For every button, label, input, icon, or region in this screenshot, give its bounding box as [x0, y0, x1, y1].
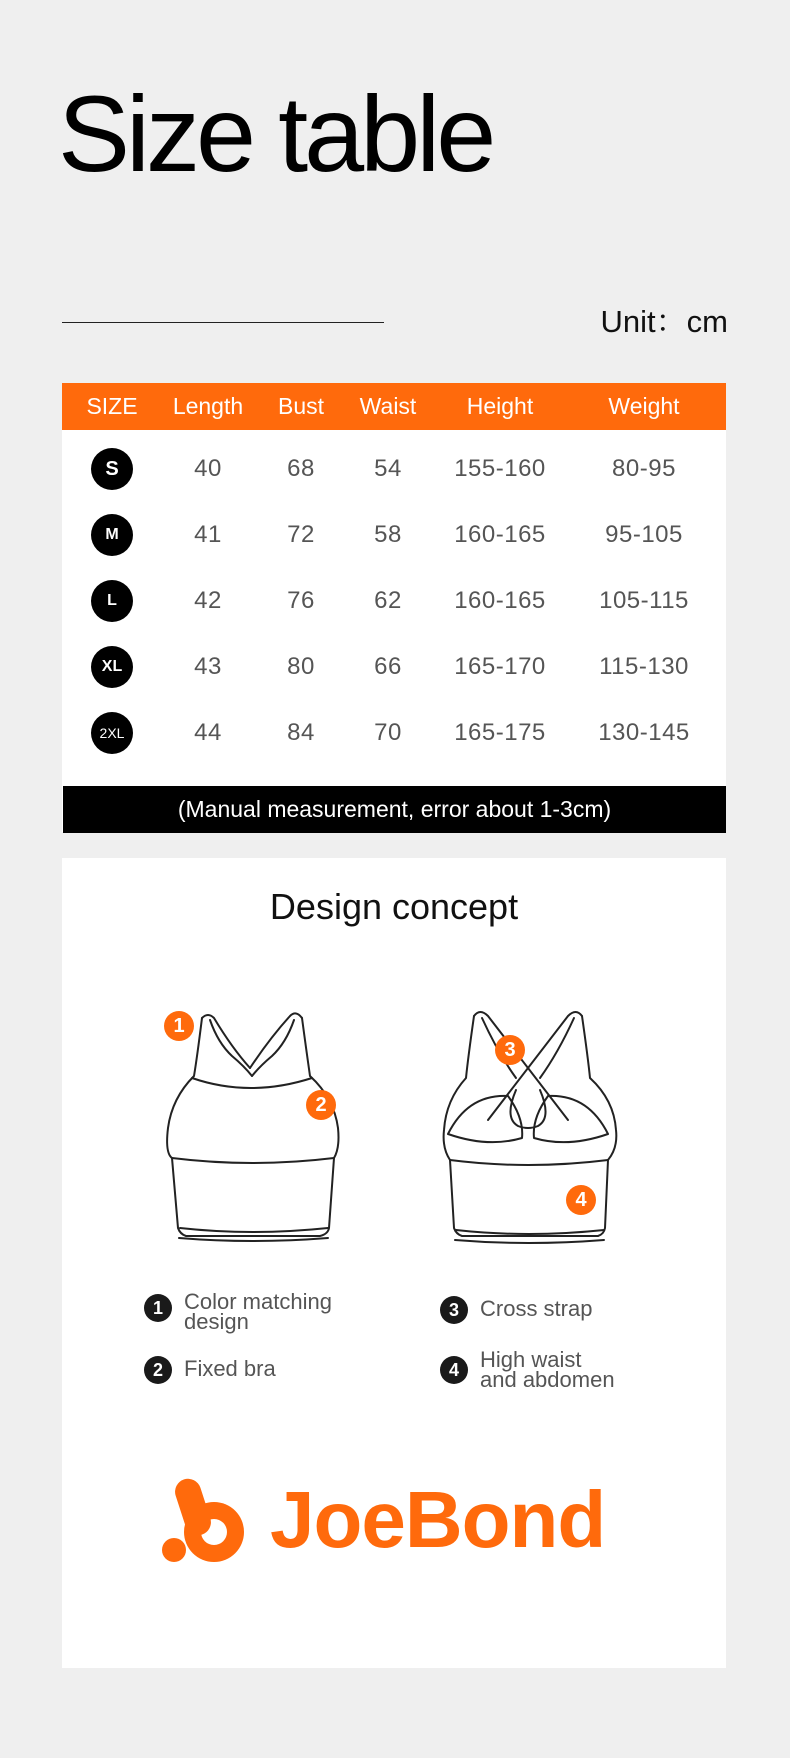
cell-bust: 80	[287, 653, 315, 680]
cell-bust: 76	[287, 587, 315, 614]
cell-bust: 84	[287, 719, 315, 746]
cell-bust: 72	[287, 521, 315, 548]
brand-name: JoeBond	[270, 1475, 606, 1564]
brand-logo	[160, 1470, 630, 1570]
cell-height: 165-170	[454, 653, 546, 680]
cell-length: 43	[194, 653, 222, 680]
cell-height: 160-165	[454, 521, 546, 548]
design-title: Design concept	[269, 886, 519, 927]
cell-length: 44	[194, 719, 222, 746]
col-length: Length	[172, 393, 244, 419]
cell-weight: 105-115	[599, 587, 689, 614]
marker-1: 1	[164, 1011, 194, 1041]
size-badge: M	[91, 514, 133, 556]
measurement-note: (Manual measurement, error about 1-3cm)	[63, 786, 726, 833]
cell-weight: 80-95	[612, 455, 676, 482]
legend-item-high-waist	[440, 1347, 615, 1392]
size-badge: S	[91, 448, 133, 490]
legend-number: 2	[144, 1356, 172, 1384]
brand-mark-icon	[160, 1474, 256, 1566]
legend-item-fixed-bra	[144, 1354, 276, 1384]
marker-2: 2	[306, 1090, 336, 1120]
table-row	[62, 634, 726, 700]
cell-waist: 58	[374, 521, 402, 548]
design-panel	[62, 858, 726, 1668]
legend-text: Color matching	[184, 1289, 332, 1314]
legend-number: 3	[440, 1296, 468, 1324]
cell-bust: 68	[287, 455, 315, 482]
table-body	[62, 430, 726, 832]
cell-waist: 70	[374, 719, 402, 746]
table-row	[62, 436, 726, 502]
cell-length: 42	[194, 587, 222, 614]
cell-waist: 54	[374, 455, 402, 482]
legend-number: 4	[440, 1356, 468, 1384]
table-header	[62, 383, 726, 430]
cell-weight: 95-105	[605, 521, 683, 548]
size-badge: XL	[91, 646, 133, 688]
col-weight: Weight	[608, 393, 680, 419]
col-size: SIZE	[86, 393, 138, 419]
page-title: Size table	[58, 73, 493, 194]
back-garment-illustration	[438, 998, 628, 1262]
marker-3: 3	[495, 1035, 525, 1065]
legend-number: 1	[144, 1294, 172, 1322]
size-table	[62, 383, 726, 832]
cell-weight: 115-130	[599, 653, 689, 680]
col-height: Height	[466, 393, 534, 419]
cell-length: 40	[194, 455, 222, 482]
marker-4: 4	[566, 1185, 596, 1215]
table-row	[62, 502, 726, 568]
cell-waist: 62	[374, 587, 402, 614]
table-row	[62, 568, 726, 634]
cell-height: 155-160	[454, 455, 546, 482]
unit-label: Unit：cm	[600, 304, 728, 339]
table-row	[62, 700, 726, 766]
legend-text: Fixed bra	[184, 1356, 276, 1381]
cell-waist: 66	[374, 653, 402, 680]
col-bust: Bust	[277, 393, 325, 419]
legend-item-cross-strap	[440, 1294, 592, 1324]
title-rule	[62, 322, 384, 323]
legend-text: design	[184, 1309, 249, 1334]
legend-item-color-matching	[144, 1289, 332, 1334]
cell-height: 165-175	[454, 719, 546, 746]
legend-text: High waist	[480, 1347, 582, 1372]
cell-length: 41	[194, 521, 222, 548]
col-waist: Waist	[359, 393, 417, 419]
front-garment-illustration	[162, 998, 352, 1262]
size-badge: 2XL	[91, 712, 133, 754]
cell-weight: 130-145	[598, 719, 690, 746]
legend-text: Cross strap	[480, 1296, 593, 1321]
cell-height: 160-165	[454, 587, 546, 614]
legend-text: and abdomen	[480, 1367, 615, 1392]
size-badge: L	[91, 580, 133, 622]
